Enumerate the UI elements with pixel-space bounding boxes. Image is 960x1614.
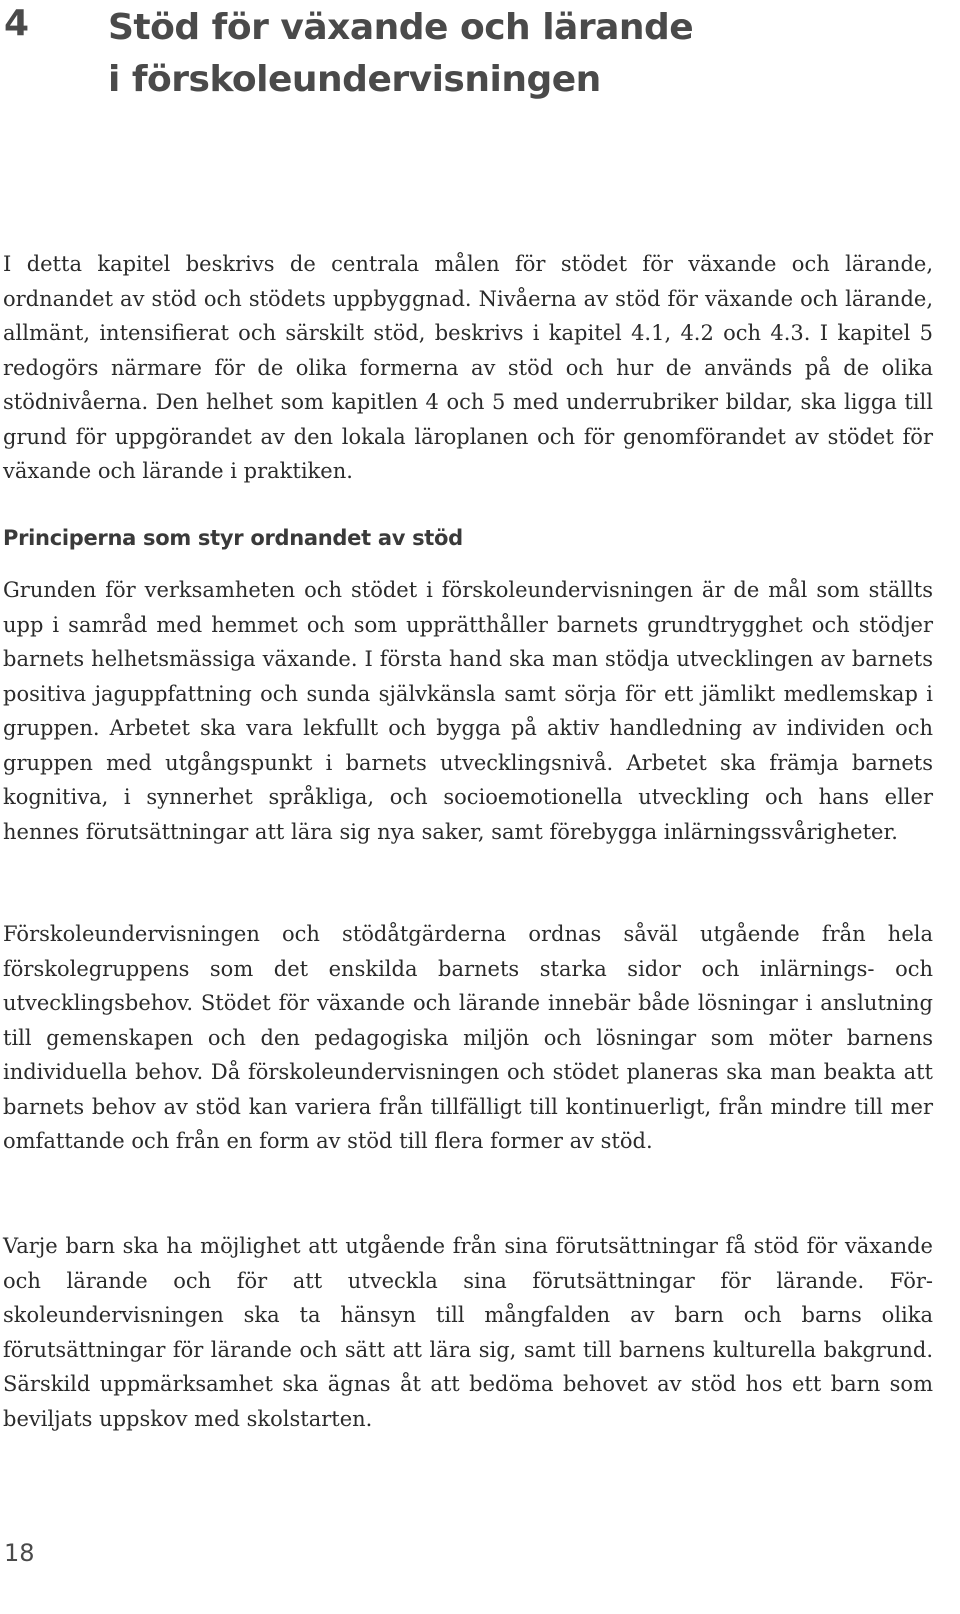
page-number: 18	[4, 1539, 35, 1567]
intro-paragraph: I detta kapitel beskrivs de centrala målen för stödet för växande och lärande, ordnandet av stöd och stödets uppbyggnad. Nivåerna av stöd för växande och lärande, allmänt, intensifierat och särskilt stöd, beskrivs i kapitel 4.1, 4.2 och 4.3. I kapitel 5 redogörs närmare för de olika formerna av stöd och hur de används på de olika stödnivåerna. Den helhet som kapitlen 4 och 5 med underrubriker bildar, ska ligga till grund för uppgörandet av den lokala läroplanen och för genomförandet av stödet för växande och lärande i praktiken.	[3, 252, 933, 483]
chapter-title	[108, 2, 693, 106]
section-heading: Principerna som styr ordnandet av stöd	[3, 526, 463, 550]
section-paragraph-1: Grunden för verksamheten och stödet i förskoleundervisningen är de mål som ställts upp i samråd med hemmet och som upprätthåller barnets grundtrygghet och stödjer barnets helhetsmässiga växande. I första hand ska man stödja utvecklingen av barnets positiva jaguppfattning och sunda självkänsla samt sörja för ett jämlikt medlemskap i gruppen. Arbetet ska vara lekfullt och bygga på aktiv handledning av individen och gruppen med utgångspunkt i barnets utvecklingsnivå. Arbetet ska främja barnets kognitiva, i synnerhet språkliga, och socioemotionella utveckling och hans eller hennes förutsättningar att lära sig nya saker, samt förebygga inlärningssvårigheter.	[3, 578, 933, 844]
section-paragraph-3: Varje barn ska ha möjlighet att utgående från sina förutsättningar få stöd för växande och lärande och för att utveckla sina förutsättningar för lärande. Förskoleundervisningen ska ta hänsyn till mångfalden av barn och barns olika förutsättningar för lärande och sätt att lära sig, samt till barnens kulturella bakgrund. Särskild uppmärksamhet ska ägnas åt att bedöma behovet av stöd hos ett barn som beviljats uppskov med skolstarten.	[3, 1234, 933, 1431]
section-paragraph-2: Förskoleundervisningen och stödåtgärderna ordnas såväl utgående från hela förskolegruppens som det enskilda barnets starka sidor och inlärnings- och utvecklingsbehov. Stödet för växande och lärande innebär både lösningar i anslutning till gemenskapen och den pedagogiska miljön och lösningar som möter barnens individuella behov. Då förskoleundervisningen och stödet planeras ska man beakta att barnets behov av stöd kan variera från tillfälligt till kontinuerligt, från mindre till mer omfattande och från en form av stöd till flera former av stöd.	[3, 922, 933, 1153]
chapter-number: 4	[4, 3, 30, 44]
chapter-title-line-2: i förskoleundervisningen	[108, 59, 601, 100]
chapter-title-line-1: Stöd för växande och lärande	[108, 7, 694, 48]
chapter-heading	[0, 0, 960, 110]
